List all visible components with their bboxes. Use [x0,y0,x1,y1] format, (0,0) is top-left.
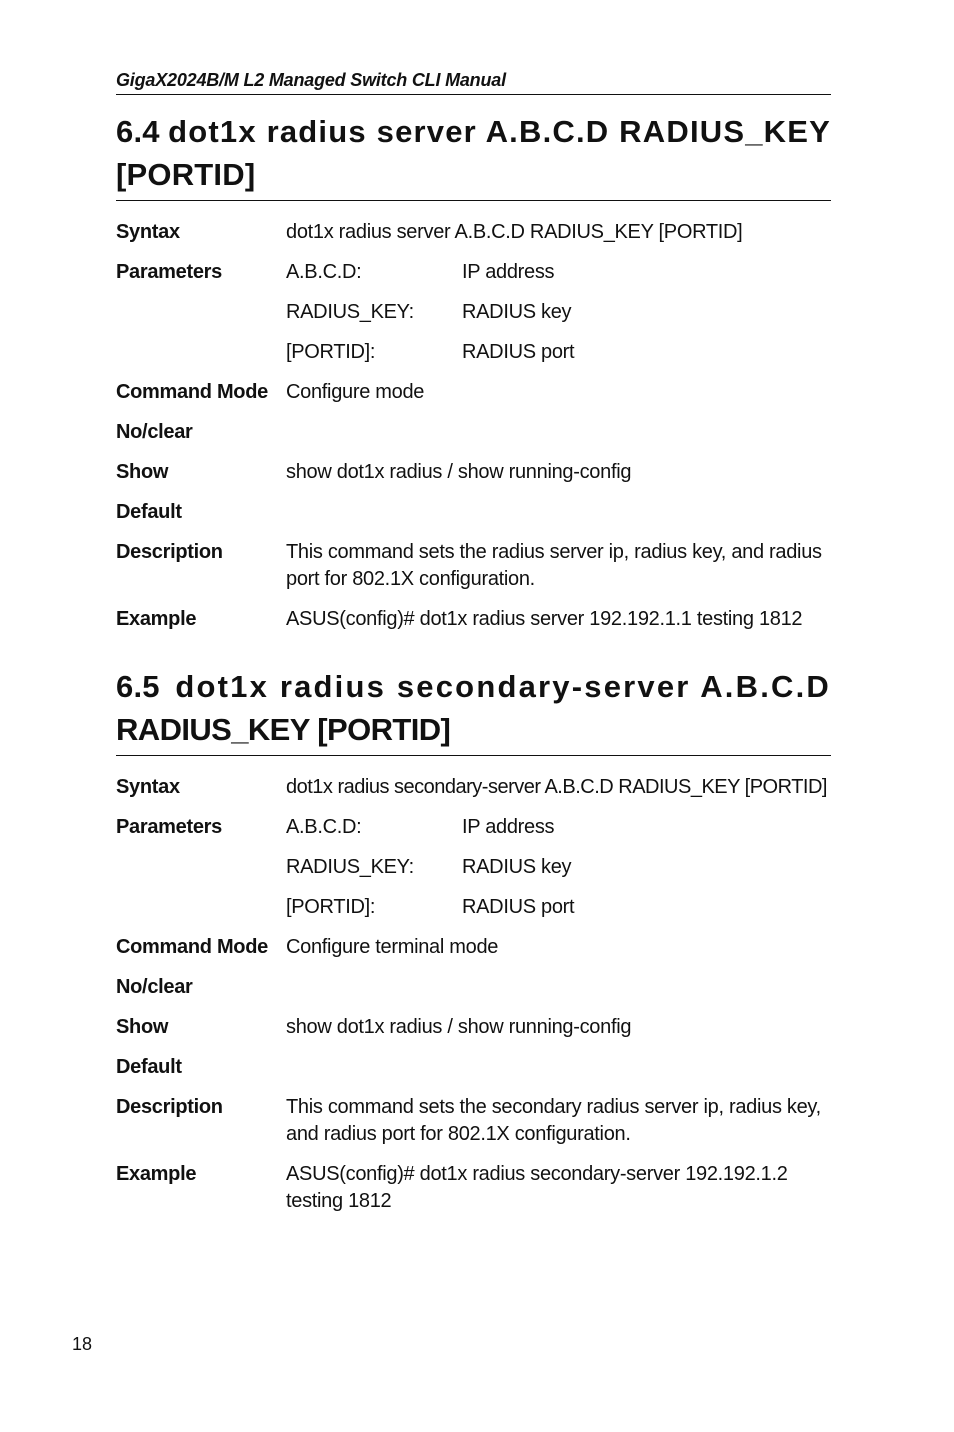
example-label: Example [116,608,197,630]
running-header: GigaX2024B/M L2 Managed Switch CLI Manual [116,70,831,95]
description-value: This command sets the radius server ip, radius key, and radius port for 802.1X configuration. [286,541,822,590]
syntax-row [116,219,831,246]
example-value: ASUS(config)# dot1x radius server 192.192.1.1 testing 1812 [286,608,803,630]
section-title-text: dot1x radius server A.B.C.D RADIUS_KEY [168,114,831,149]
command-mode-row [116,934,831,961]
param-name: RADIUS_KEY: [286,301,414,323]
section-title-text: dot1x radius secondary-server A.B.C.D [175,669,831,704]
section-title [116,665,831,756]
show-value: show dot1x radius / show running-config [286,1016,632,1038]
no-clear-row [116,974,831,1001]
section-title-line1 [116,110,831,153]
parameters-label: Parameters [116,261,222,283]
section-number: 6.4 [116,114,160,149]
parameters-row [116,814,831,921]
show-value: show dot1x radius / show running-config [286,461,632,483]
description-label: Description [116,1096,223,1118]
description-label: Description [116,541,223,563]
command-mode-value: Configure terminal mode [286,936,499,958]
page-number: 18 [72,1334,93,1354]
command-table [116,219,831,633]
example-label: Example [116,1163,197,1185]
param-name: A.B.C.D: [286,261,362,283]
example-row [116,1161,831,1215]
no-clear-label: No/clear [116,976,193,998]
param-desc: IP address [462,261,555,283]
param-desc: IP address [462,816,555,838]
param-desc: RADIUS key [462,856,572,878]
show-label: Show [116,1016,169,1038]
default-label: Default [116,1056,182,1078]
param-desc: RADIUS port [462,341,575,363]
param-name: A.B.C.D: [286,816,362,838]
command-mode-label: Command Mode [116,936,268,958]
section-6-5 [116,665,831,1228]
show-row [116,1014,831,1041]
section-title-line1 [116,665,831,708]
no-clear-row [116,419,831,446]
parameters-label: Parameters [116,816,222,838]
section-title-line2: [PORTID] [116,157,256,192]
no-clear-value [286,974,831,1001]
command-mode-label: Command Mode [116,381,268,403]
parameters-list [286,259,831,366]
no-clear-value [286,419,831,446]
example-row [116,606,831,633]
parameters-list [286,814,831,921]
no-clear-label: No/clear [116,421,193,443]
description-row [116,1094,831,1148]
section-title-line2: RADIUS_KEY [PORTID] [116,712,451,747]
syntax-label: Syntax [116,221,180,243]
section-6-4 [116,110,831,646]
command-table [116,774,831,1215]
description-value: This command sets the secondary radius server ip, radius key, and radius port for 802.1X configuration. [286,1096,821,1145]
default-row [116,1054,831,1081]
syntax-label: Syntax [116,776,180,798]
param-desc: RADIUS port [462,896,575,918]
parameters-row [116,259,831,366]
param-name: [PORTID]: [286,896,376,918]
description-row [116,539,831,593]
param-name: RADIUS_KEY: [286,856,414,878]
param-name: [PORTID]: [286,341,376,363]
param-desc: RADIUS key [462,301,572,323]
show-label: Show [116,461,169,483]
default-label: Default [116,501,182,523]
section-number: 6.5 [116,669,160,704]
default-value [286,1054,831,1081]
syntax-value: dot1x radius secondary-server A.B.C.D RADIUS_KEY [PORTID] [286,776,827,798]
syntax-row [116,774,831,801]
default-row [116,499,831,526]
command-mode-value: Configure mode [286,381,425,403]
default-value [286,499,831,526]
section-title [116,110,831,201]
show-row [116,459,831,486]
command-mode-row [116,379,831,406]
syntax-value: dot1x radius server A.B.C.D RADIUS_KEY [PORTID] [286,221,743,243]
example-value: ASUS(config)# dot1x radius secondary-server 192.192.1.2 testing 1812 [286,1163,788,1212]
